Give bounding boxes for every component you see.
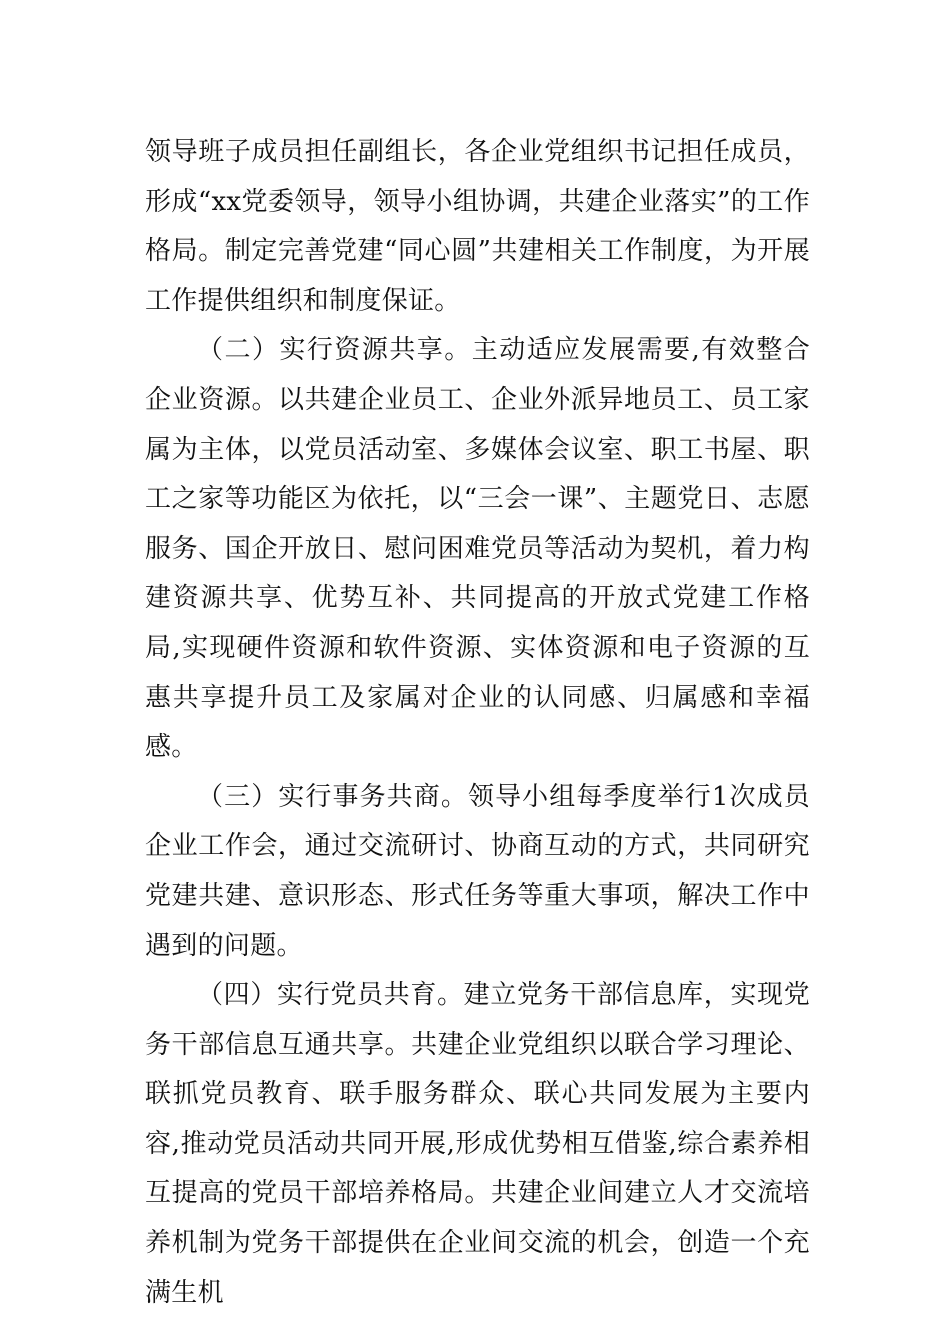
paragraph-affairs-consultation: （三）实行事务共商。领导小组每季度举行1次成员企业工作会，通过交流研讨、协商互动的方式，共同研究党建共建、意识形态、形式任务等重大事项，解决工作中遇到的问题。 [145, 781, 810, 961]
paragraph-resource-sharing: （二）实行资源共享。主动适应发展需要,有效整合企业资源。以共建企业员工、企业外派异地员工、员工家属为主体，以党员活动室、多媒体会议室、职工书屋、职工之家等功能区为依托，以“三会一课”、主题党日、志愿服务、国企开放日、慰问困难党员等活动为契机，着力构建资源共享、优势互补、共同提高的开放式党建工作格局,实现硬件资源和软件资源、实体资源和电子资源的互惠共享提升员工及家属对企业的认同感、归属感和幸福感。 [145, 335, 810, 763]
paragraph-member-cultivation: （四）实行党员共育。建立党务干部信息库，实现党务干部信息互通共享。共建企业党组织以联合学习理论、联抓党员教育、联手服务群众、联心共同发展为主要内容,推动党员活动共同开展,形成优势相互借鉴,综合素养相互提高的党员干部培养格局。共建企业间建立人才交流培养机制为党务干部提供在企业间交流的机会，创造一个充满生机 [145, 980, 810, 1308]
paragraph-continuation: 领导班子成员担任副组长，各企业党组织书记担任成员，形成“xx党委领导，领导小组协调，共建企业落实”的工作格局。制定完善党建“同心圆”共建相关工作制度，为开展工作提供组织和制度保证。 [145, 137, 810, 316]
document-body [145, 128, 810, 1318]
